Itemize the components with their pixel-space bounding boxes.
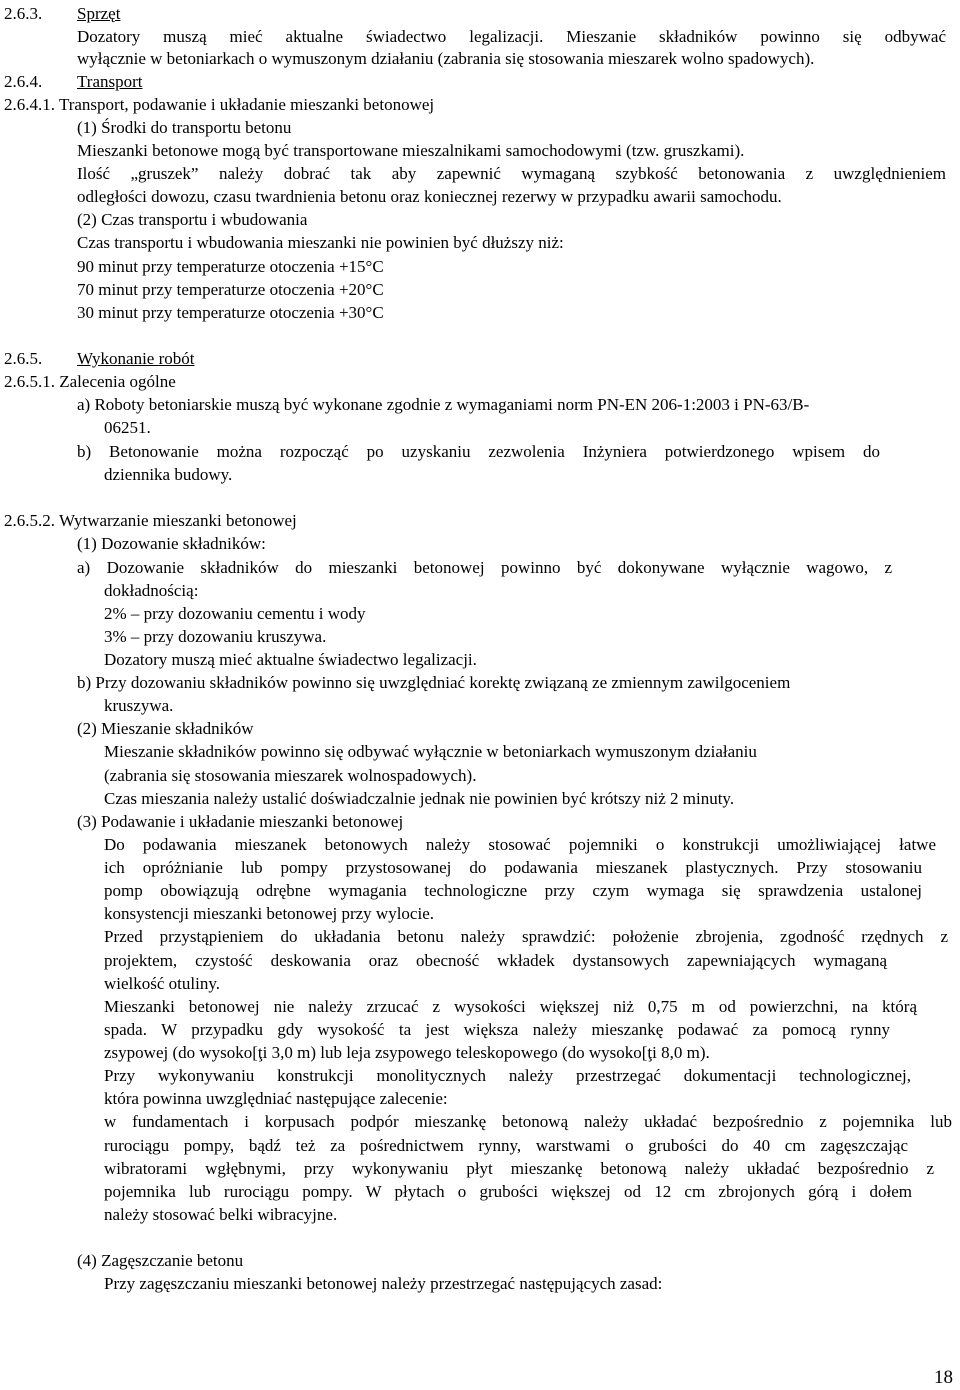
subheading: (2) Czas transportu i wbudowania [77, 210, 308, 229]
paragraph-line: pomp obowiązują odrębne wymagania technologiczne przy czym wymaga się sprawdzenia ustalonej [104, 881, 922, 900]
paragraph-line: Do podawania mieszanek betonowych należy stosować pojemniki o konstrukcji umożliwiającej łatwe [104, 835, 936, 854]
paragraph-line: Dozatory muszą mieć aktualne świadectwo legalizacji. [104, 650, 477, 669]
list-item: a) Dozowanie składników do mieszanki betonowej powinno być dokonywane wyłącznie wagowo, z [77, 558, 892, 577]
list-item-continuation: 06251. [104, 418, 151, 437]
paragraph-line: Przy zagęszczaniu mieszanki betonowej należy przestrzegać następujących zasad: [104, 1274, 663, 1293]
paragraph-line: wyłącznie w betoniarkach o wymuszonym działaniu (zabrania się stosowania mieszarek wolno spadowych). [77, 49, 815, 68]
list-item-continuation: dziennika budowy. [104, 465, 233, 484]
paragraph-line: rurociągu pompy, bądź też za pośrednictwem rynny, warstwami o grubości do 40 cm zagęszczając [104, 1136, 908, 1155]
list-item: 70 minut przy temperaturze otoczenia +20°C [77, 280, 384, 299]
section-heading-2-6-3 [4, 3, 120, 24]
subheading: (3) Podawanie i układanie mieszanki betonowej [77, 812, 404, 831]
paragraph-line: (zabrania się stosowania mieszarek wolnospadowych). [104, 766, 477, 785]
paragraph-line: konsystencji mieszanki betonowej przy wylocie. [104, 904, 434, 923]
paragraph-line: która powinna uwzględniać następujące zalecenie: [104, 1089, 448, 1108]
paragraph-line: wielkość otuliny. [104, 974, 220, 993]
subheading: (4) Zagęszczanie betonu [77, 1251, 244, 1270]
section-number: 2.6.3. [4, 4, 43, 23]
paragraph-line: w fundamentach i korpusach podpór mieszankę betonową należy układać bezpośrednio z pojemnika lub [104, 1112, 952, 1131]
paragraph-line: wibratorami wgłębnymi, przy wykonywaniu płyt mieszankę betonową należy układać bezpośrednio z [104, 1159, 934, 1178]
paragraph-line: Czas mieszania należy ustalić doświadczalnie jednak nie powinien być krótszy niż 2 minuty. [104, 789, 735, 808]
subsection-heading: 2.6.4.1. Transport, podawanie i układanie mieszanki betonowej [4, 95, 435, 114]
subheading: (1) Dozowanie składników: [77, 534, 266, 553]
subsection-heading: 2.6.5.2. Wytwarzanie mieszanki betonowej [4, 511, 297, 530]
section-heading-2-6-5 [4, 348, 194, 369]
section-number: 2.6.4. [4, 72, 43, 91]
list-item-continuation: dokładnością: [104, 581, 199, 600]
subheading: (1) Środki do transportu betonu [77, 118, 292, 137]
paragraph-line: spada. W przypadku gdy wysokość ta jest większa należy mieszankę podawać za pomocą rynny [104, 1020, 890, 1039]
list-item: 2% – przy dozowaniu cementu i wody [104, 604, 366, 623]
paragraph-line: Przy wykonywaniu konstrukcji monolitycznych należy przestrzegać dokumentacji technologicznej, [104, 1066, 911, 1085]
paragraph-line: należy stosować belki wibracyjne. [104, 1205, 338, 1224]
paragraph-line: Mieszanki betonowej nie należy zrzucać z wysokości większej niż 0,75 m od powierzchni, na którą [104, 997, 917, 1016]
section-heading-2-6-4 [4, 71, 143, 92]
paragraph-line: Czas transportu i wbudowania mieszanki nie powinien być dłuższy niż: [77, 233, 564, 252]
paragraph-line: projektem, czystość deskowania oraz obecność wkładek dystansowych zapewniających wymaganą [104, 951, 887, 970]
list-item: 30 minut przy temperaturze otoczenia +30°C [77, 303, 384, 322]
list-item: a) Roboty betoniarskie muszą być wykonane zgodnie z wymaganiami norm PN-EN 206-1:2003 i PN-63/B- [77, 395, 810, 414]
list-item: 3% – przy dozowaniu kruszywa. [104, 627, 327, 646]
paragraph-line: ich opróżnianie lub pompy przystosowanej do podawania mieszanek plastycznych. Przy stosowaniu [104, 858, 922, 877]
subsection-heading: 2.6.5.1. Zalecenia ogólne [4, 372, 176, 391]
section-title: Sprzęt [77, 4, 121, 23]
paragraph-line: zsypowej (do wysoko[ţi 3,0 m) lub leja zsypowego teleskopowego (do wysoko[ţi 8,0 m). [104, 1043, 710, 1062]
list-item-continuation: kruszywa. [104, 696, 174, 715]
section-title: Wykonanie robót [77, 349, 195, 368]
paragraph-line: odległości dowozu, czasu twardnienia betonu oraz koniecznej rezerwy w przypadku awarii samochodu. [77, 187, 782, 206]
paragraph-line: Przed przystąpieniem do układania betonu należy sprawdzić: położenie zbrojenia, zgodność rzędnych z [104, 927, 948, 946]
list-item: b) Przy dozowaniu składników powinno się uwzględniać korektę związaną ze zmiennym zawilgoceniem [77, 673, 791, 692]
paragraph-line: Mieszanie składników powinno się odbywać wyłącznie w betoniarkach wymuszonym działaniu [104, 742, 757, 761]
paragraph-line: Dozatory muszą mieć aktualne świadectwo legalizacji. Mieszanie składników powinno się odbywać [77, 27, 946, 46]
section-number: 2.6.5. [4, 349, 43, 368]
list-item: 90 minut przy temperaturze otoczenia +15°C [77, 257, 384, 276]
subheading: (2) Mieszanie składników [77, 719, 254, 738]
paragraph-line: Mieszanki betonowe mogą być transportowane mieszalnikami samochodowymi (tzw. gruszkami). [77, 141, 745, 160]
section-title: Transport [77, 72, 143, 91]
paragraph-line: Ilość „gruszek” należy dobrać tak aby zapewnić wymaganą szybkość betonowania z uwzględnieniem [77, 164, 946, 183]
list-item: b) Betonowanie można rozpocząć po uzyskaniu zezwolenia Inżyniera potwierdzonego wpisem do [77, 442, 880, 461]
paragraph-line: pojemnika lub rurociągu pompy. W płytach o grubości większej od 12 cm zbrojonych górą i dołem [104, 1182, 912, 1201]
page-number: 18 [934, 1367, 953, 1388]
